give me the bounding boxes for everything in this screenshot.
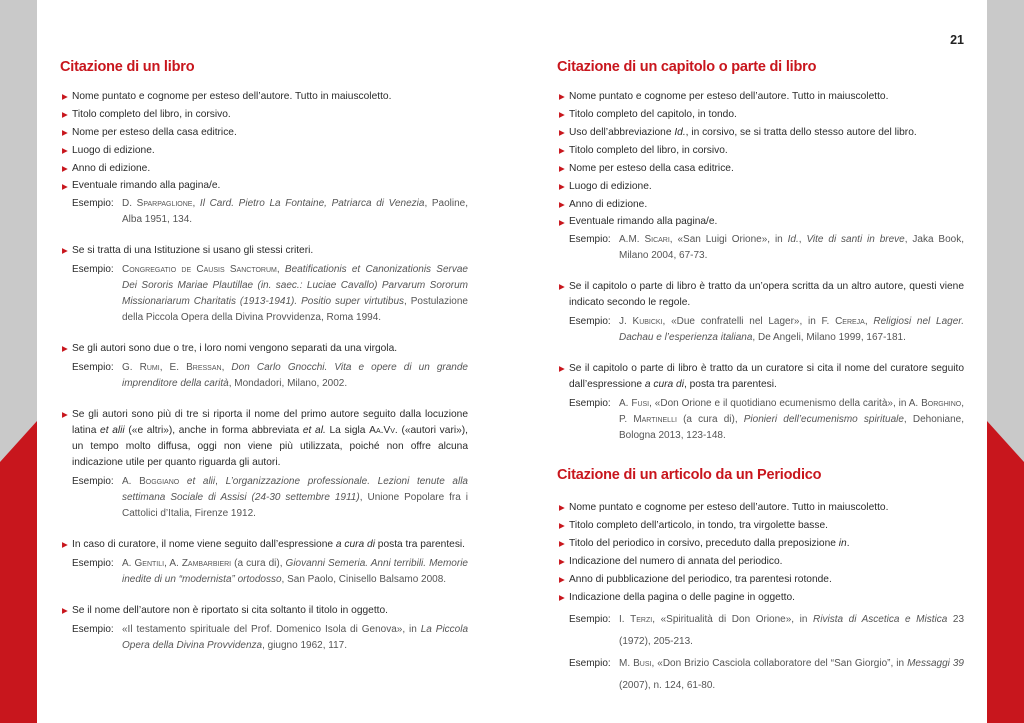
- example-5: Esempio: A. Gentili, A. Zambarbieri (a cura di), Giovanni Semeria. Anni terribili. Memorie inedite di un “modernista” ortodosso, San Paolo, Cinisello Balsamo 2008.: [72, 558, 468, 585]
- example-5: Esempio: M. Busi, «Don Brizio Casciola collaboratore del “San Giorgio”, in Messaggi 39 (2007), n. 124, 61-80.: [557, 653, 964, 697]
- bullet-arrow-icon: ▶: [559, 164, 565, 173]
- example-3: Esempio: G. Rumi, E. Bressan, Don Carlo Gnocchi. Vita e opere di un grande imprenditore della carità, Mondadori, Milano, 2002.: [72, 362, 468, 389]
- example-4: Esempio: A. Boggiano et alii, L’organizzazione professionale. Lezioni tenute alla settimana Sociale di Assisi (24-30 settembre 1911), Unione Popolare fra i Cattolici d’Italia, Firenze 1912.: [72, 476, 468, 519]
- bullet-arrow-icon: ▶: [62, 128, 68, 137]
- list-item: ▶ Indicazione della pagina o delle pagine in oggetto.: [557, 589, 964, 607]
- bullet-arrow-icon: ▶: [559, 146, 565, 155]
- page-number: 21: [950, 33, 964, 47]
- bullet-arrow-icon: ▶: [62, 540, 68, 549]
- example-1: Esempio: A.M. Sicari, «San Luigi Orione», in Id., Vite di santi in breve, Jaka Book, Milano 2004, 67-73.: [569, 234, 964, 261]
- left-edge-red-band: [0, 0, 37, 723]
- example-2: Esempio: J. Kubicki, «Due confratelli nel Lager», in F. Cereja, Religiosi nel Lager. Dachau e l’esperienza italiana, De Angeli, Milano 1999, 167-181.: [569, 316, 964, 343]
- list-item: ▶ Se il capitolo o parte di libro è tratto da un’opera scritta da un altro autore, questi viene indicato secondo le regole.: [557, 278, 964, 312]
- list-item: ▶ Titolo completo del libro, in corsivo.: [60, 106, 468, 124]
- list-item: ▶ Nome per esteso della casa editrice.: [557, 160, 964, 178]
- list-item: ▶ In caso di curatore, il nome viene seguito dall’espressione a cura di posta tra parentesi.: [60, 536, 468, 554]
- section-title-periodical: Citazione di un articolo da un Periodico: [557, 467, 822, 483]
- list-item: ▶ Titolo del periodico in corsivo, preceduto dalla preposizione in.: [557, 535, 964, 553]
- example-label: Esempio:: [569, 234, 611, 245]
- bullet-arrow-icon: ▶: [62, 344, 68, 353]
- example-label: Esempio:: [569, 316, 611, 327]
- left-page-edge: [0, 0, 37, 723]
- list-item: ▶ Uso dell’abbreviazione Id., in corsivo, se si tratta dello stesso autore del libro.: [557, 124, 964, 142]
- list-item: ▶ Anno di edizione.: [60, 160, 468, 178]
- chapter-citation-section: [557, 88, 964, 444]
- list-item: ▶ Se il nome dell’autore non è riportato si cita soltanto il titolo in oggetto.: [60, 602, 468, 620]
- example-6: Esempio: «Il testamento spirituale del Prof. Domenico Isola di Genova», in La Piccola Opera della Divina Provvidenza, giugno 1962, 117.: [72, 624, 469, 651]
- right-page-edge: [987, 0, 1024, 723]
- bullet-arrow-icon: ▶: [559, 557, 565, 566]
- list-item: ▶ Luogo di edizione.: [60, 142, 468, 160]
- bullet-arrow-icon: ▶: [62, 92, 68, 101]
- bullet-arrow-icon: ▶: [559, 282, 565, 291]
- list-item: ▶ Nome puntato e cognome per esteso dell’autore. Tutto in maiuscoletto.: [60, 88, 468, 106]
- list-item: ▶ Luogo di edizione.: [557, 178, 964, 196]
- bullet-arrow-icon: ▶: [559, 539, 565, 548]
- list-item: ▶ Titolo completo dell’articolo, in tondo, tra virgolette basse.: [557, 517, 964, 535]
- example-3: Esempio: A. Fusi, «Don Orione e il quotidiano ecumenismo della carità», in A. Borghino, P. Martinelli (a cura di), Pionieri dell’ecumenismo spirituale, Dehoniane, Bologna 2013, 123-148.: [569, 398, 965, 441]
- example-label: Esempio:: [72, 624, 114, 635]
- bullet-arrow-icon: ▶: [559, 521, 565, 530]
- bullet-arrow-icon: ▶: [62, 410, 68, 419]
- bullet-arrow-icon: ▶: [559, 218, 565, 227]
- bullet-arrow-icon: ▶: [559, 575, 565, 584]
- list-item: ▶ Nome puntato e cognome per esteso dell’autore. Tutto in maiuscoletto.: [557, 88, 964, 106]
- list-item: ▶ Indicazione del numero di annata del periodico.: [557, 553, 964, 571]
- example-label: Esempio:: [72, 362, 114, 373]
- bullet-arrow-icon: ▶: [62, 110, 68, 119]
- bullet-arrow-icon: ▶: [62, 606, 68, 615]
- example-4: Esempio: I. Terzi, «Spiritualità di Don Orione», in Rivista di Ascetica e Mistica 23 (1972), 205-213.: [557, 609, 964, 653]
- bullet-arrow-icon: ▶: [62, 146, 68, 155]
- example-label: Esempio:: [569, 398, 611, 409]
- bullet-arrow-icon: ▶: [559, 182, 565, 191]
- bullet-arrow-icon: ▶: [559, 128, 565, 137]
- list-item: ▶ Anno di pubblicazione del periodico, tra parentesi rotonde.: [557, 571, 964, 589]
- book-citation-section: [60, 88, 468, 654]
- list-item: ▶ Eventuale rimando alla pagina/e.: [60, 178, 468, 194]
- bullet-arrow-icon: ▶: [559, 200, 565, 209]
- list-item: ▶ Se gli autori sono più di tre si riporta il nome del primo autore seguito dalla locuzione latina et alii («e altri»), anche in forma abbreviata et al. La sigla Aa.Vv. («autori vari»), un tempo molto diffusa, oggi non viene più utilizzata, poiché non offre alcuna indicazione utile per quanto riguarda gli autori.: [60, 406, 468, 472]
- list-item: ▶ Anno di edizione.: [557, 196, 964, 214]
- list-item: ▶ Titolo completo del libro, in corsivo.: [557, 142, 964, 160]
- bullet-arrow-icon: ▶: [559, 92, 565, 101]
- example-label: Esempio:: [72, 264, 114, 275]
- bullet-arrow-icon: ▶: [559, 593, 565, 602]
- list-item: ▶ Nome per esteso della casa editrice.: [60, 124, 468, 142]
- example-label: Esempio:: [72, 558, 114, 569]
- bullet-arrow-icon: ▶: [62, 182, 68, 191]
- bullet-arrow-icon: ▶: [62, 164, 68, 173]
- right-edge-red-band: [987, 0, 1024, 723]
- example-2: Esempio: Congregatio de Causis Sanctorum, Beatificationis et Canonizationis Servae Dei Sororis Mariae Plautillae (in. saec.: Luciae Cavallo) Parvarum Sororum Missionariarum Charitatis (1913-1941). Positio super virtutibus, Postulazione della Piccola Opera della Divina Provvidenza, Roma 1994.: [72, 264, 468, 323]
- periodical-citation-section: [557, 499, 964, 697]
- list-item: ▶ Se si tratta di una Istituzione si usano gli stessi criteri.: [60, 242, 468, 260]
- list-item: ▶ Se il capitolo o parte di libro è tratto da un curatore si cita il nome del curatore seguito dall’espressione a cura di, posta tra parentesi.: [557, 360, 964, 394]
- example-label: Esempio:: [569, 658, 611, 669]
- bullet-arrow-icon: ▶: [559, 364, 565, 373]
- section-title-book: Citazione di un libro: [60, 59, 195, 75]
- list-item: ▶ Eventuale rimando alla pagina/e.: [557, 214, 964, 230]
- list-item: ▶ Titolo completo del capitolo, in tondo.: [557, 106, 964, 124]
- example-1: Esempio: D. Sparpaglione, Il Card. Pietro La Fontaine, Patriarca di Venezia, Paoline, Alba 1951, 134.: [72, 198, 469, 225]
- list-item: ▶ Se gli autori sono due o tre, i loro nomi vengono separati da una virgola.: [60, 340, 468, 358]
- example-label: Esempio:: [569, 614, 611, 625]
- bullet-arrow-icon: ▶: [559, 503, 565, 512]
- bullet-arrow-icon: ▶: [559, 110, 565, 119]
- bullet-arrow-icon: ▶: [62, 246, 68, 255]
- example-label: Esempio:: [72, 198, 114, 209]
- list-item: ▶ Nome puntato e cognome per esteso dell’autore. Tutto in maiuscoletto.: [557, 499, 964, 517]
- section-title-chapter: Citazione di un capitolo o parte di libro: [557, 59, 817, 75]
- example-label: Esempio:: [72, 476, 114, 487]
